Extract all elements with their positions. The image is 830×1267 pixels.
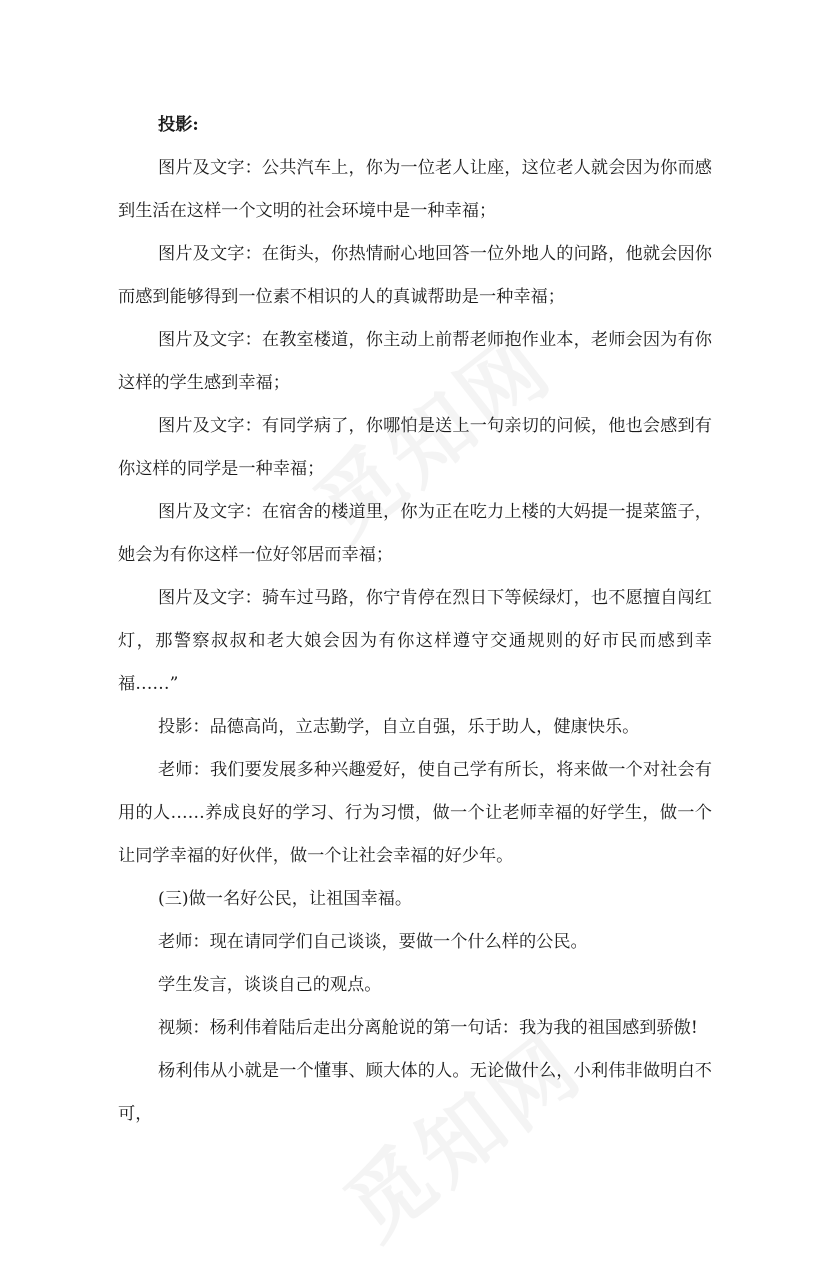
paragraph: 老师：我们要发展多种兴趣爱好，使自己学有所长，将来做一个对社会有用的人……养成良好的学习、行为习惯，做一个让老师幸福的好学生，做一个让同学幸福的好伙伴，做一个让社会幸福的好少年。 [118,760,712,866]
paragraph: 图片及文字：在宿舍的楼道里，你为正在吃力上楼的大妈提一提菜篮子，她会为有你这样一位好邻居而幸福； [118,502,712,565]
paragraph: 学生发言，谈谈自己的观点。 [158,975,382,995]
paragraph: 图片及文字：公共汽车上，你为一位老人让座，这位老人就会因为你而感到生活在这样一个文明的社会环境中是一种幸福； [118,158,712,221]
paragraph: 图片及文字：骑车过马路，你宁肯停在烈日下等候绿灯，也不愿擅自闯红灯，那警察叔叔和老大娘会因为有你这样遵守交通规则的好市民而感到幸福……” [118,588,712,694]
paragraph: 视频：杨利伟着陆后走出分离舱说的第一句话：我为我的祖国感到骄傲! [158,1018,698,1038]
paragraph: 图片及文字：在街头，你热情耐心地回答一位外地人的问路，他就会因你而感到能够得到一位素不相识的人的真诚帮助是一种幸福； [118,244,712,307]
paragraph: 投影：品德高尚，立志勤学，自立自强，乐于助人，健康快乐。 [158,717,640,737]
document-body [118,104,712,1136]
paragraph: 图片及文字：有同学病了，你哪怕是送上一句亲切的问候，他也会感到有你这样的同学是一种幸福； [118,416,712,479]
paragraph: 杨利伟从小就是一个懂事、顾大体的人。无论做什么，小利伟非做明白不可， [118,1061,712,1124]
section-heading: 投影: [158,115,199,135]
paragraph: (三)做一名好公民，让祖国幸福。 [158,889,413,909]
paragraph: 老师：现在请同学们自己谈谈，要做一个什么样的公民。 [158,932,588,952]
paragraph: 图片及文字：在教室楼道，你主动上前帮老师抱作业本，老师会因为有你这样的学生感到幸福； [118,330,712,393]
